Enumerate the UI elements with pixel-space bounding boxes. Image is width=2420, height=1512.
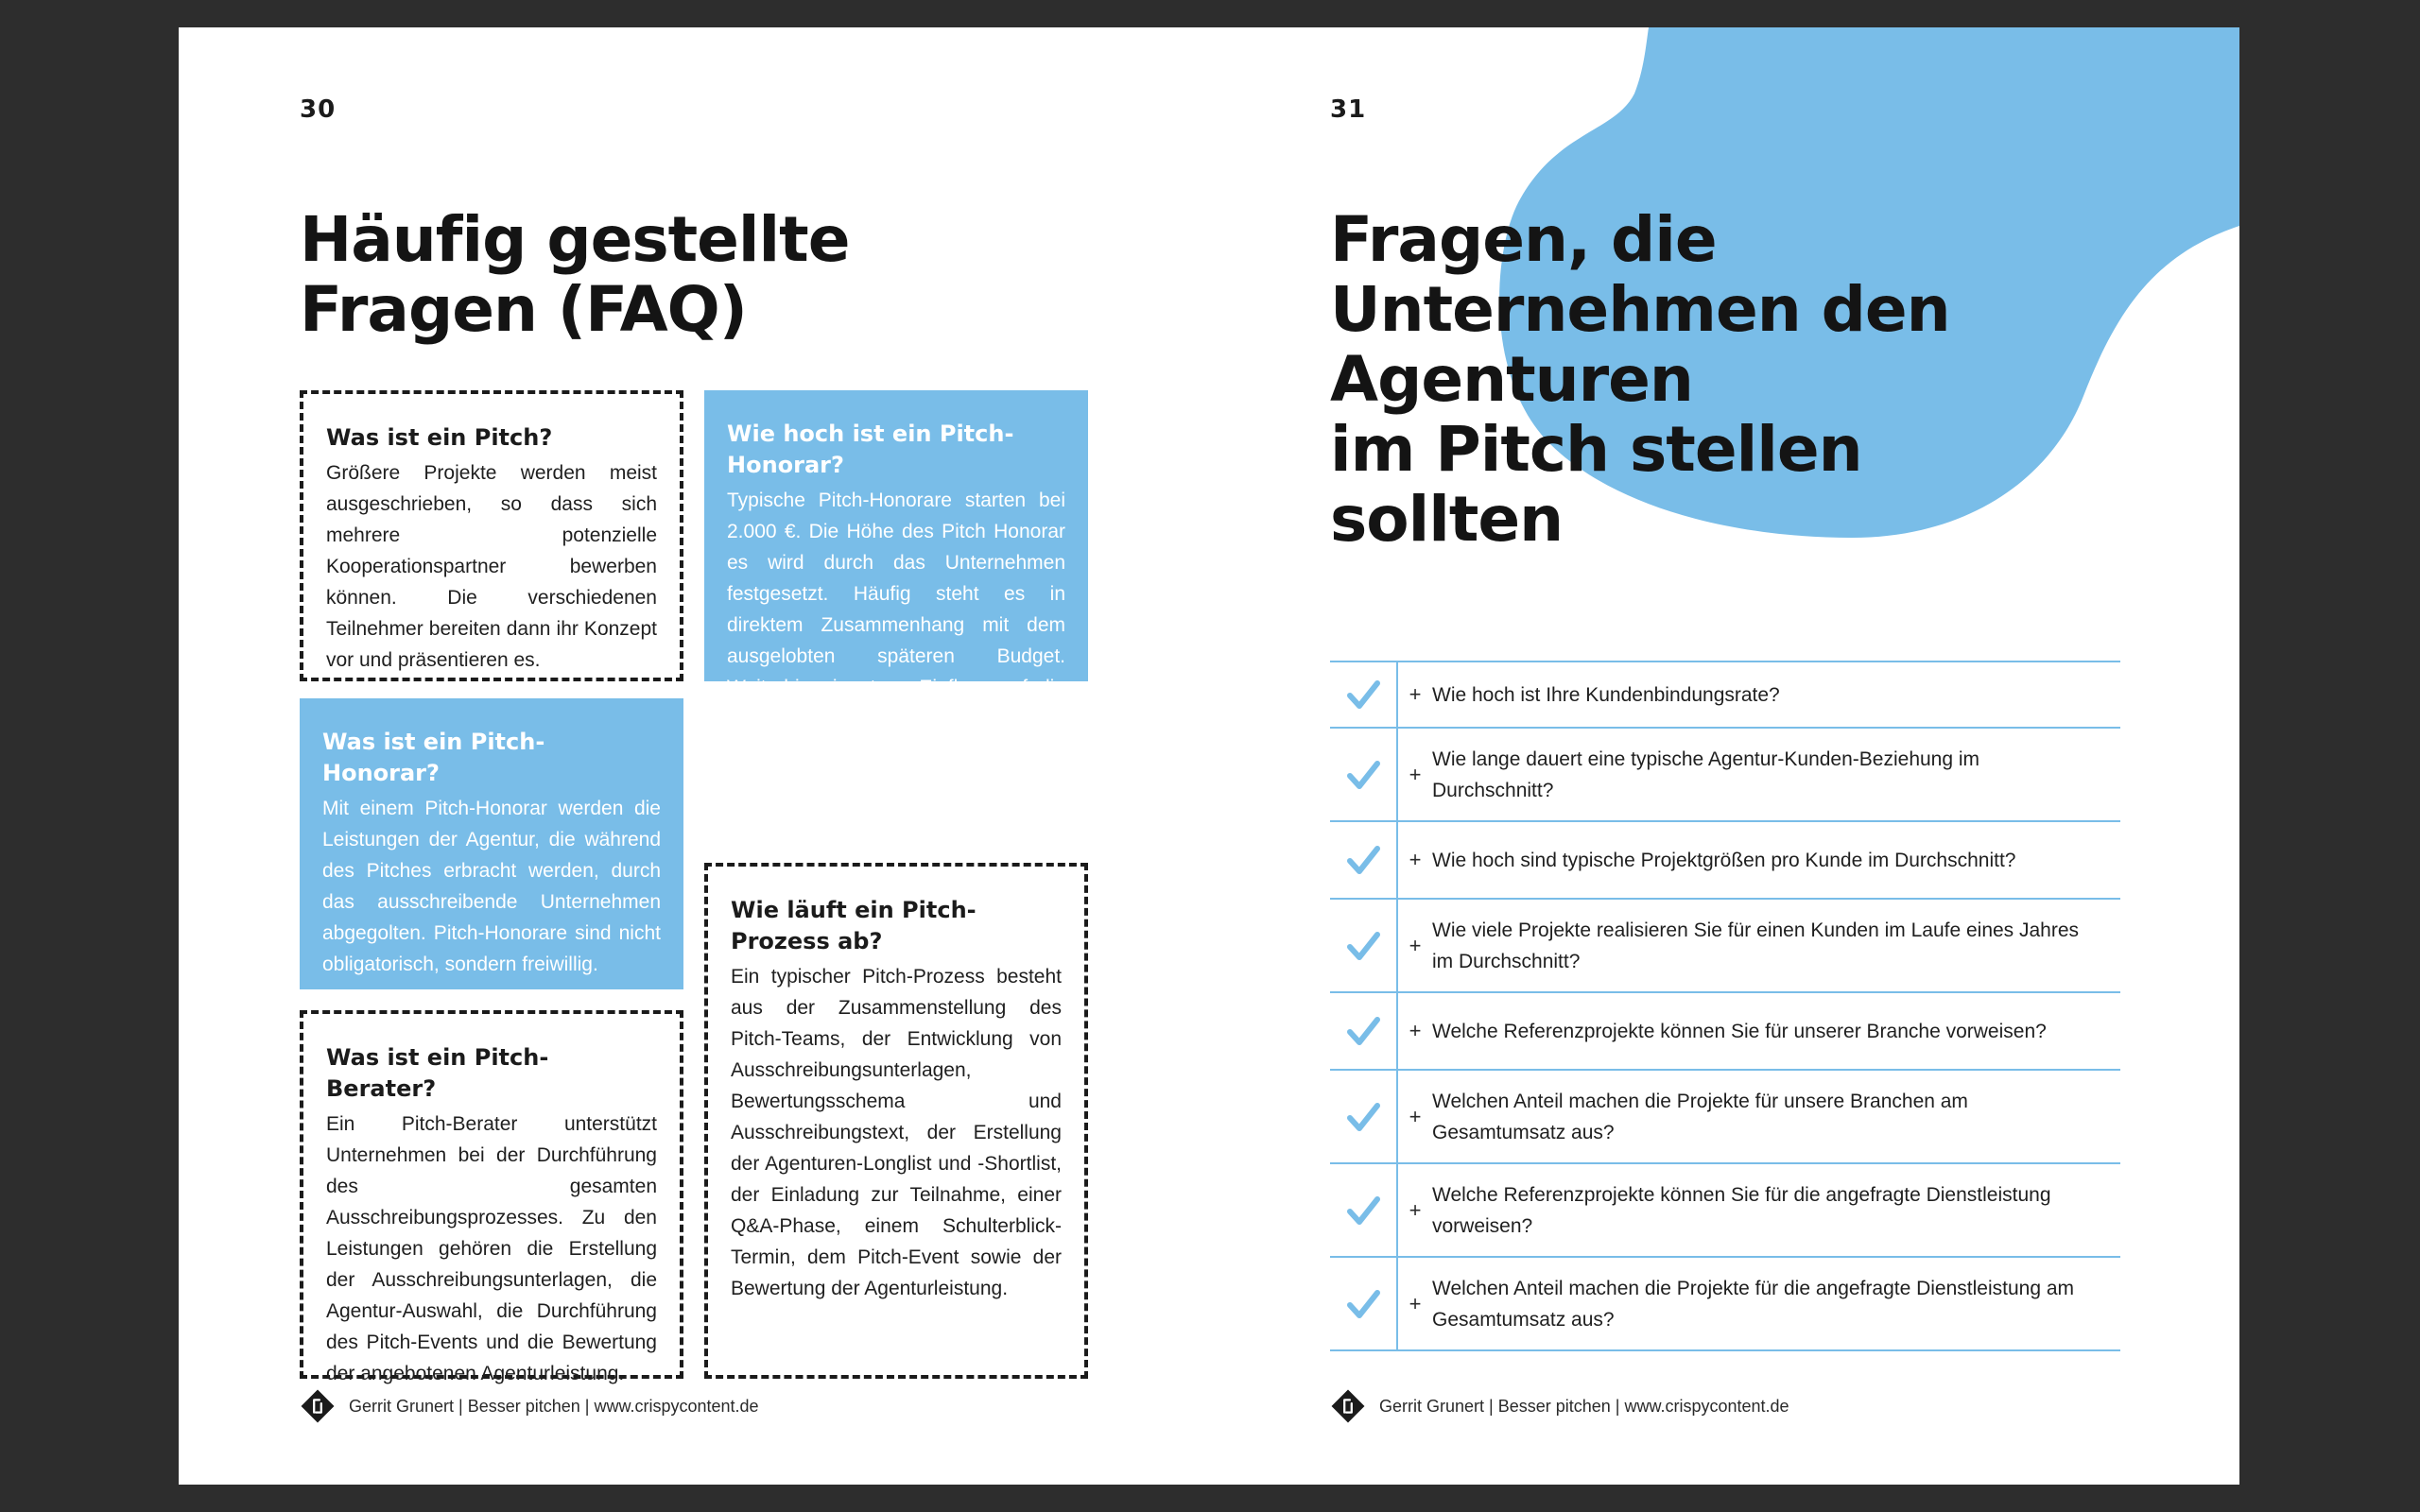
- check-icon: [1344, 927, 1382, 965]
- faq-answer: Größere Projekte werden meist ausgeschrieben, so dass sich mehrere potenzielle Kooperationspartner bewerben können. Die verschiedenen Teilnehmer bereiten dann ihr Konzept vor und präsentieren es.: [326, 462, 657, 671]
- page-footer: [300, 1388, 759, 1424]
- faq-box-pitch-honorar: [300, 698, 683, 989]
- faq-answer: Ein typischer Pitch-Prozess besteht aus der Zusammenstellung des Pitch-Teams, der Entwicklung von Ausschreibungsunterlagen, Bewertungsschema und Ausschreibungstext, der Erstellung der Agenturen-Longlist und -Shortlist, der Einladung zur Teilnahme, einer Q&A-Phase, einem Schulterblick-Termin, dem Pitch-Event sowie der Bewertung der Agenturleistung.: [731, 966, 1062, 1299]
- book-spread: [179, 27, 2239, 1485]
- check-icon: [1344, 1285, 1382, 1323]
- page-footer: [1330, 1388, 1789, 1424]
- check-cell: [1330, 993, 1398, 1069]
- page-number: 31: [1330, 95, 1367, 124]
- title-line: Häufig gestellte: [300, 203, 850, 276]
- plus-marker: +: [1409, 933, 1422, 957]
- check-icon: [1344, 1192, 1382, 1229]
- check-cell: [1330, 1258, 1398, 1349]
- page-number: 30: [300, 95, 337, 124]
- faq-question: Was ist ein Pitch?: [326, 424, 553, 451]
- checklist-row: [1330, 1164, 2120, 1258]
- question-text: Welche Referenzprojekte können Sie für die angefragte Dienstleistung vorweisen?: [1432, 1183, 2051, 1237]
- check-cell: [1330, 662, 1398, 727]
- faq-box-pitch-honorar-hoehe: [704, 390, 1088, 761]
- check-cell: [1330, 900, 1398, 991]
- faq-box-pitch-berater: [300, 1010, 683, 1384]
- footer-text: Gerrit Grunert | Besser pitchen | www.crispycontent.de: [1379, 1396, 1789, 1416]
- crispycontent-logo-icon: [300, 1388, 336, 1424]
- checklist-row: [1330, 1071, 2120, 1164]
- question-checklist: [1330, 661, 2120, 1351]
- checklist-row: [1330, 662, 2120, 729]
- plus-marker: +: [1409, 1019, 1422, 1042]
- title-line: Agenturen: [1330, 343, 1693, 416]
- checklist-row: [1330, 900, 2120, 993]
- check-icon: [1344, 1012, 1382, 1050]
- question-text: Wie hoch ist Ihre Kundenbindungsrate?: [1432, 683, 1780, 706]
- faq-answer: Typische Pitch-Honorare starten bei 2.000 €. Die Höhe des Pitch Honorar es wird durch das Unternehmen festgesetzt. Häufig steht es in direktem Zusammenhang mit dem ausgelobten späteren Budget. Weiterhin nimmt es Einfluss auf die Bereitschaft der Agenturen, an einem Pitch teilzunehmen.: [727, 490, 1065, 761]
- check-cell: [1330, 822, 1398, 898]
- page-title: [300, 205, 1075, 345]
- checklist-row: [1330, 822, 2120, 900]
- faq-question: Was ist ein Pitch-Honorar?: [322, 729, 545, 786]
- check-cell: [1330, 729, 1398, 820]
- check-icon: [1344, 756, 1382, 794]
- page-left: [179, 27, 1209, 1485]
- plus-marker: +: [1409, 1104, 1422, 1128]
- check-icon: [1344, 676, 1382, 713]
- faq-question: Wie läuft ein Pitch-Prozess ab?: [731, 897, 977, 954]
- question-text: Wie lange dauert eine typische Agentur-Kunden-Beziehung im Durchschnitt?: [1432, 747, 1980, 801]
- faq-answer: Ein Pitch-Berater unterstützt Unternehmen bei der Durchführung des gesamten Ausschreibungsprozesses. Zu den Leistungen gehören die Erstellung der Ausschreibungsunterlagen, die Agentur-Auswahl, die Durchführung des Pitch-Events und die Bewertung der angebotenen Agenturleistung.: [326, 1113, 657, 1384]
- title-line: Unternehmen den: [1330, 273, 1950, 346]
- crispycontent-logo-icon: [1330, 1388, 1366, 1424]
- checklist-row: [1330, 729, 2120, 822]
- plus-marker: +: [1409, 682, 1422, 706]
- question-text: Welche Referenzprojekte können Sie für unserer Branche vorweisen?: [1432, 1020, 2047, 1042]
- check-icon: [1344, 841, 1382, 879]
- title-line: im Pitch stellen: [1330, 413, 1862, 486]
- faq-box-pitch: [300, 390, 683, 681]
- plus-marker: +: [1409, 1197, 1422, 1222]
- checklist-row: [1330, 1258, 2120, 1351]
- title-line: Fragen, die: [1330, 203, 1717, 276]
- plus-marker: +: [1409, 1291, 1422, 1315]
- check-icon: [1344, 1098, 1382, 1136]
- title-line: sollten: [1330, 483, 1564, 556]
- question-text: Welchen Anteil machen die Projekte für unsere Branchen am Gesamtumsatz aus?: [1432, 1090, 1968, 1143]
- faq-question: Was ist ein Pitch-Berater?: [326, 1044, 549, 1102]
- checklist-row: [1330, 993, 2120, 1071]
- faq-box-pitch-prozess: [704, 863, 1088, 1379]
- page-right: [1209, 27, 2239, 1485]
- plus-marker: +: [1409, 848, 1422, 871]
- page-title: [1330, 205, 2162, 555]
- faq-answer: Mit einem Pitch-Honorar werden die Leistungen der Agentur, die während des Pitches erbracht werden, durch das ausschreibende Unternehmen abgegolten. Pitch-Honorare sind nicht obligatorisch, sondern freiwillig.: [322, 798, 661, 975]
- check-cell: [1330, 1164, 1398, 1256]
- title-line: Fragen (FAQ): [300, 273, 747, 346]
- check-cell: [1330, 1071, 1398, 1162]
- question-text: Wie hoch sind typische Projektgrößen pro Kunde im Durchschnitt?: [1432, 849, 2016, 871]
- question-text: Welchen Anteil machen die Projekte für die angefragte Dienstleistung am Gesamtumsatz aus?: [1432, 1277, 2075, 1331]
- footer-text: Gerrit Grunert | Besser pitchen | www.crispycontent.de: [349, 1396, 759, 1416]
- plus-marker: +: [1409, 762, 1422, 786]
- faq-question: Wie hoch ist ein Pitch-Honorar?: [727, 421, 1014, 478]
- question-text: Wie viele Projekte realisieren Sie für einen Kunden im Laufe eines Jahres im Durchschnitt?: [1432, 919, 2080, 972]
